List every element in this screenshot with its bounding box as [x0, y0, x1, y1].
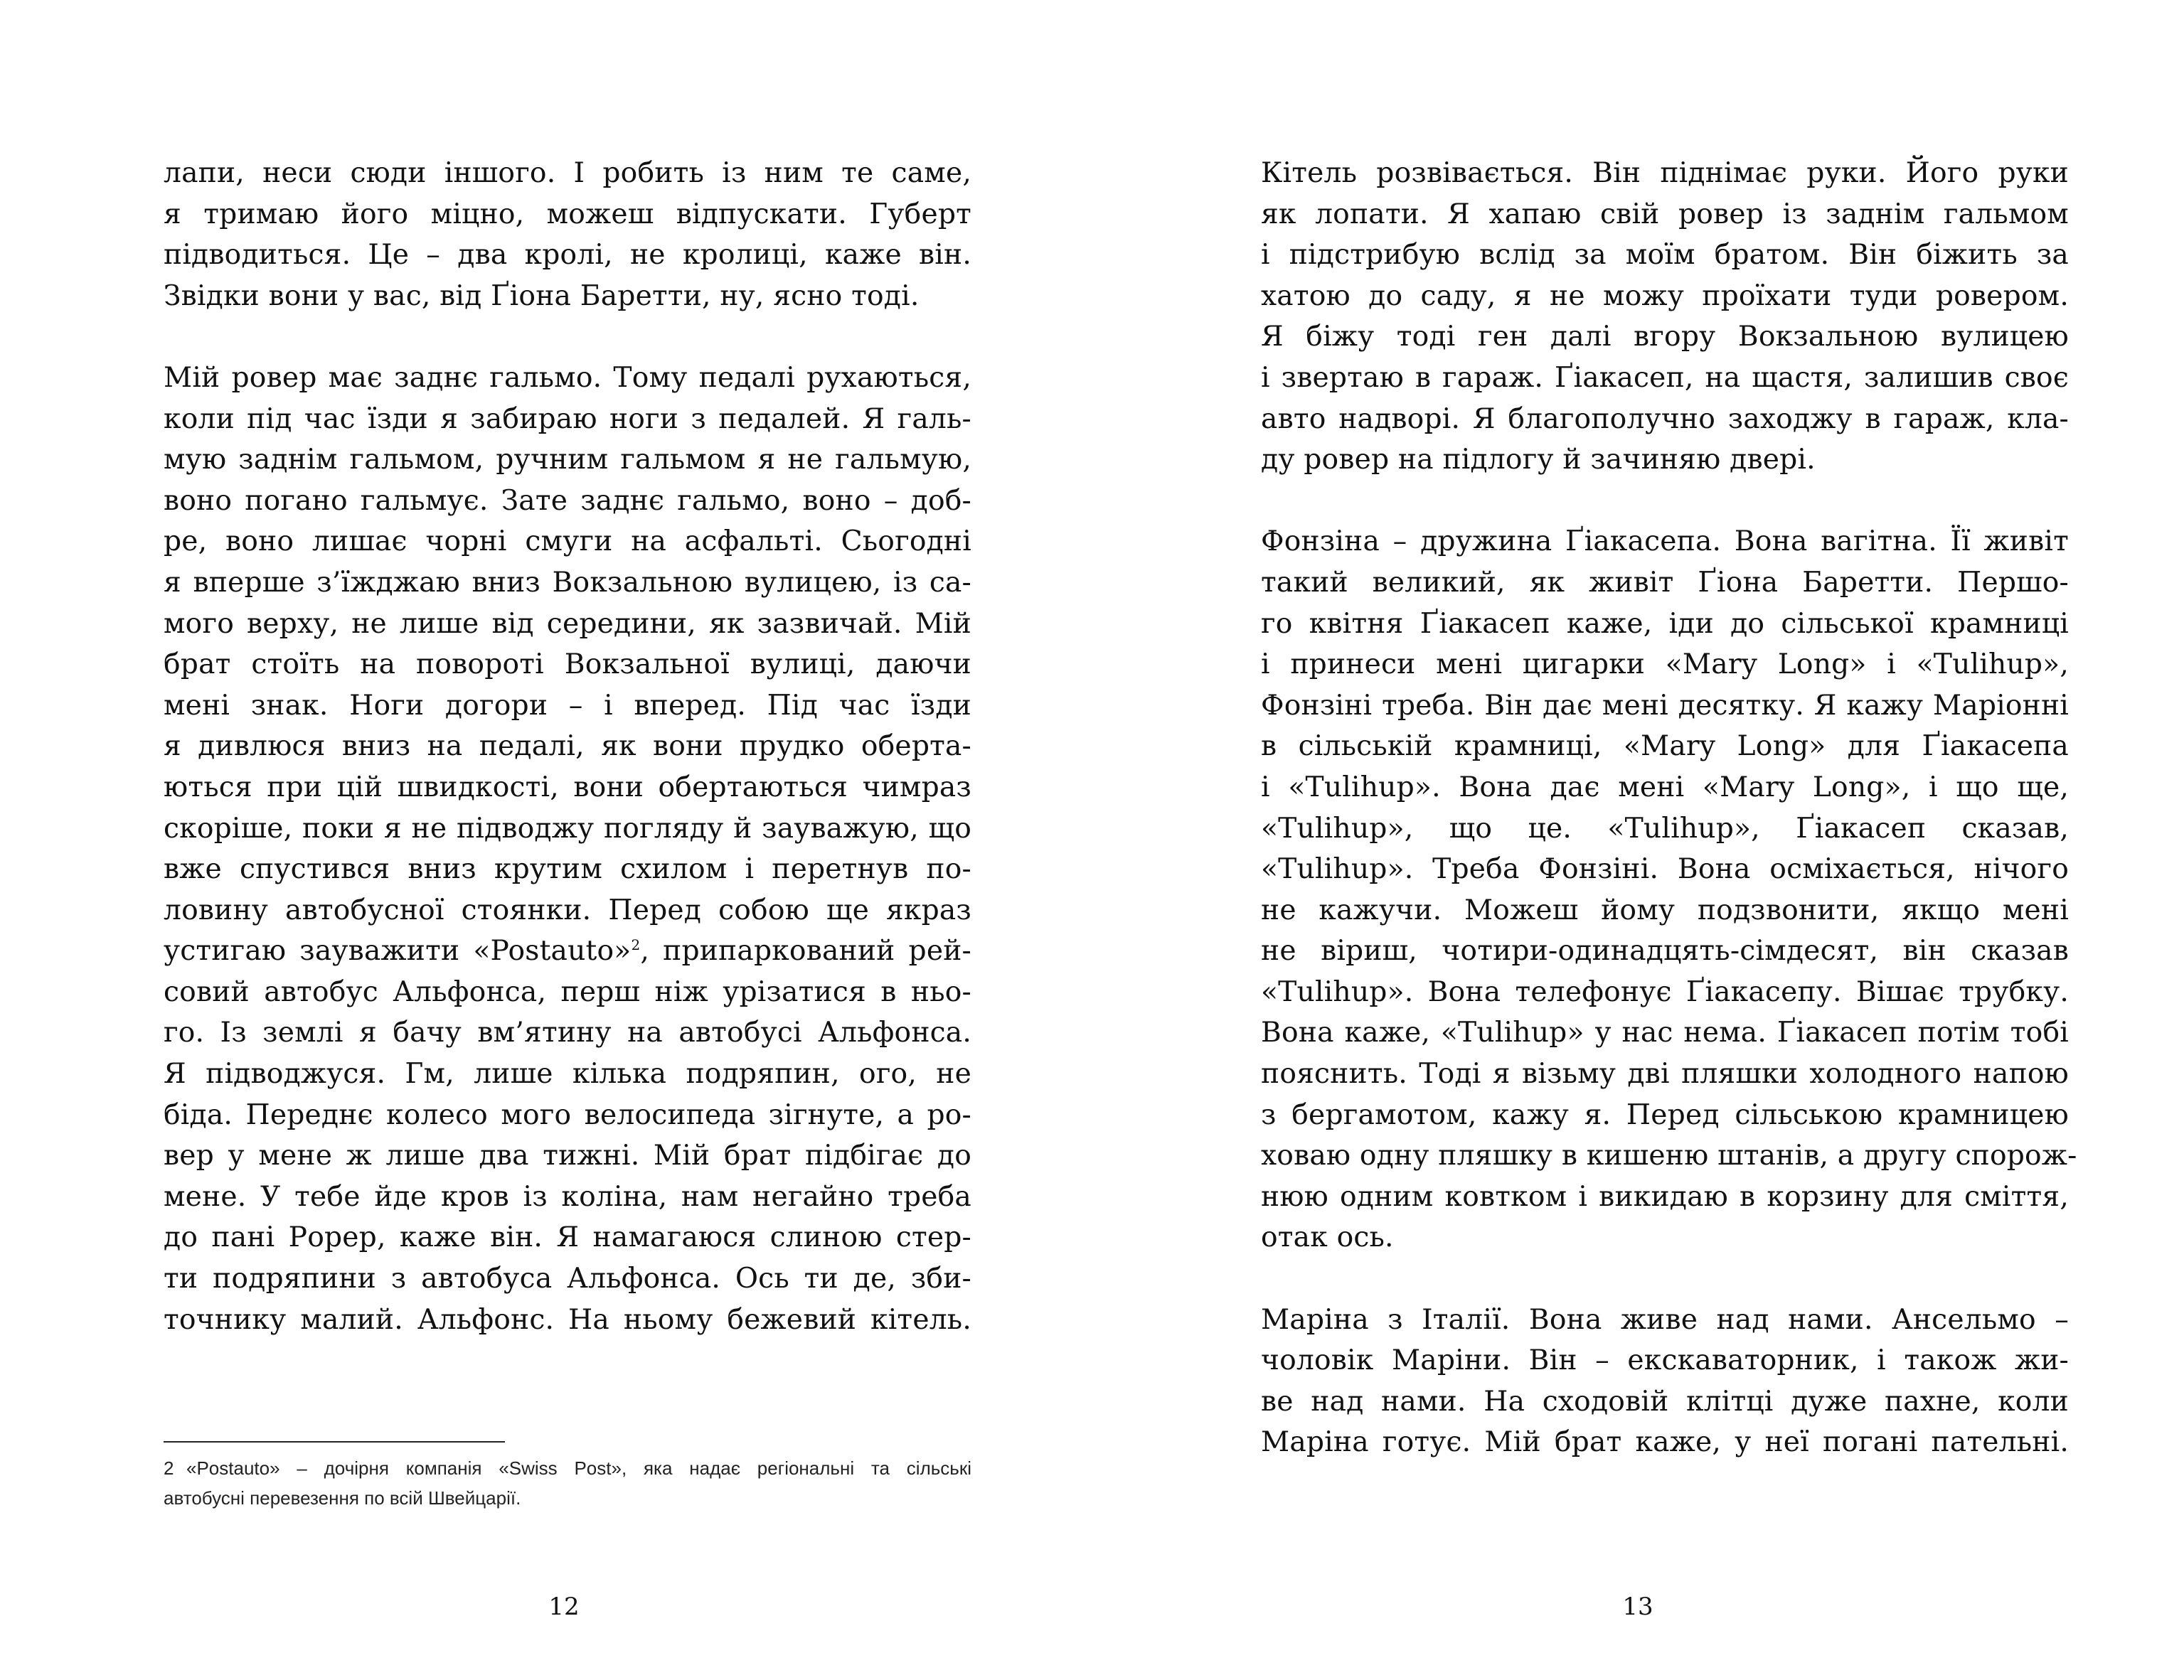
- text-line: біда. Переднє колесо мого велосипеда зігнуте, а ро-: [164, 1098, 971, 1131]
- text-line: точнику малий. Альфонс. На ньому бежевий кітель.: [164, 1303, 971, 1336]
- text-line: і «Tulihup». Вона дає мені «Mary Long», і що ще,: [1261, 771, 2069, 803]
- page-number: 13: [1622, 1593, 1653, 1621]
- text-line: з бергамотом, кажу я. Перед сільською крамницею: [1261, 1098, 2069, 1131]
- text-line: го квітня Ґіакасеп каже, іди до сільської крамниці: [1261, 607, 2069, 640]
- text-line: вер у мене ж лише два тижні. Мій брат підбігає до: [164, 1140, 971, 1172]
- text-line: і принеси мені цигарки «Mary Long» і «Tulihup»,: [1261, 648, 2069, 681]
- text-line: в сільській крамниці, «Mary Long» для Ґіакасепа: [1261, 730, 2069, 763]
- footnote-divider: [164, 1441, 505, 1443]
- text-fragment: устигаю зауважити «Postauto»: [164, 935, 632, 968]
- text-line: і підстрибую вслід за моїм братом. Він біжить за: [1261, 239, 2069, 272]
- text-line: ти подряпини з автобуса Альфонса. Ось ти де, зби-: [164, 1263, 971, 1295]
- text-line: Фонзіна – дружина Ґіакасепа. Вона вагітна. Її живіт: [1261, 525, 2069, 558]
- footnote-number: 2: [164, 1457, 174, 1479]
- text-line: [164, 972, 971, 1013]
- footnote-line: автобусні перевезення по всій Швейцарії.: [164, 1487, 521, 1509]
- text-line: мого верху, не лише від середини, як зазвичай. Мій: [164, 607, 971, 640]
- text-line: вже спустився вниз крутим схилом і перетнув по-: [164, 853, 971, 886]
- text-line: Кітель розвівається. Він піднімає руки. Його руки: [1261, 157, 2069, 189]
- text-line: Маріна готує. Мій брат каже, у неї погані пательні.: [1261, 1426, 2069, 1459]
- text-line: хатою до саду, я не можу проїхати туди ровером.: [1261, 279, 2069, 312]
- text-line: отак ось.: [1261, 1221, 1394, 1254]
- text-line: ються при цій швидкості, вони обертаються чимраз: [164, 771, 971, 803]
- text-line: брат стоїть на повороті Вокзальної вулиці, даючи: [164, 648, 971, 681]
- text-line: мене. У тебе йде кров із коліна, нам негайно треба: [164, 1180, 971, 1213]
- text-line: я дивлюся вниз на педалі, як вони прудко оберта-: [164, 730, 971, 763]
- paragraph: [164, 153, 971, 316]
- text-line: Звідки вони у вас, від Ґіона Баретти, ну, ясно тоді.: [164, 279, 920, 312]
- text-line: коли під час їзди я забираю ноги з педалей. Я галь-: [164, 402, 971, 435]
- text-line: до пані Рорер, каже він. Я намагаюся слиною стер-: [164, 1221, 971, 1254]
- text-line: скоріше, поки я не підводжу погляду й зауважую, що: [164, 812, 971, 845]
- paragraph: [1261, 521, 2077, 1258]
- text-line: лапи, неси сюди іншого. І робить із ним те саме,: [164, 157, 971, 189]
- paragraph: [1261, 153, 2069, 481]
- text-line-with-footnote-ref: [164, 931, 971, 972]
- text-line: ре, воно лишає чорні смуги на асфальті. Сьогодні: [164, 525, 971, 558]
- text-line: такий великий, як живіт Ґіона Баретти. Першо-: [1261, 566, 2069, 599]
- text-line: ве над нами. На сходовій клітці дуже пахне, коли: [1261, 1385, 2069, 1418]
- text-line: не кажучи. Можеш йому подзвонити, якщо мені: [1261, 894, 2069, 926]
- page-number: 12: [548, 1593, 580, 1621]
- text-line: я тримаю його міцно, можеш відпускати. Губерт: [164, 198, 971, 230]
- text-fragment: ий автобус Альфонса, перш ніж урізатися в ньо-: [212, 975, 971, 1008]
- footnote-text: «Postauto» – дочірня компанія «Swiss Post», яка надає регіональні та сільські: [186, 1457, 971, 1479]
- text-fragment: , припаркований рей-: [640, 935, 971, 968]
- text-line: воно погано гальмує. Зате заднє гальмо, воно – доб-: [164, 484, 971, 517]
- text-line: мую заднім гальмом, ручним гальмом я не гальмую,: [164, 444, 971, 476]
- text-line: «Tulihup». Треба Фонзіні. Вона осміхається, нічого: [1261, 853, 2069, 886]
- text-fragment: сов: [164, 975, 213, 1008]
- text-line: «Tulihup». Вона телефонує Ґіакасепу. Вішає трубку.: [1261, 975, 2069, 1008]
- text-line: «Tulihup», що це. «Tulihup», Ґіакасеп сказав,: [1261, 812, 2069, 845]
- paragraph: [1261, 1300, 2069, 1463]
- text-line: Маріна з Італії. Вона живе над нами. Ансельмо –: [1261, 1303, 2069, 1336]
- text-line: підводиться. Це – два кролі, не кролиці, каже він.: [164, 239, 971, 272]
- text-line: як лопати. Я хапаю свій ровер із заднім гальмом: [1261, 198, 2069, 230]
- text-line: ховаю одну пляшку в кишеню штанів, а другу спорож-: [1261, 1140, 2077, 1172]
- text-line: не віриш, чотири-одинадцять-сімдесят, він сказав: [1261, 935, 2069, 968]
- text-line: авто надворі. Я благополучно заходжу в гараж, кла-: [1261, 402, 2069, 435]
- text-line: і звертаю в гараж. Ґіакасеп, на щастя, залишив своє: [1261, 361, 2069, 394]
- footnote: [164, 1453, 971, 1513]
- text-line: Я біжу тоді ген далі вгору Вокзальною вулицею: [1261, 321, 2069, 353]
- text-line: мені знак. Ноги догори – і вперед. Під час їзди: [164, 689, 971, 722]
- text-line: ловину автобусної стоянки. Перед собою ще якраз: [164, 894, 971, 926]
- paragraph: [164, 358, 971, 1340]
- text-line: го. Із землі я бачу вм’ятину на автобусі Альфонса.: [164, 1017, 971, 1049]
- text-line: я вперше з’їжджаю вниз Вокзальною вулицею, із са-: [164, 566, 971, 599]
- text-line: Фонзіні треба. Він дає мені десятку. Я кажу Маріонні: [1261, 689, 2069, 722]
- text-line: Мій ровер має заднє гальмо. Тому педалі рухаються,: [164, 361, 971, 394]
- footnote-reference: 2: [631, 936, 641, 954]
- text-line: ду ровер на підлогу й зачиняю двері.: [1261, 444, 1816, 476]
- text-line: Я підводжуся. Гм, лише кілька подряпин, ого, не: [164, 1058, 971, 1091]
- text-line: пояснить. Тоді я візьму дві пляшки холодного напою: [1261, 1058, 2069, 1091]
- text-line: нюю одним ковтком і викидаю в корзину для сміття,: [1261, 1180, 2069, 1213]
- right-page-body: [1261, 153, 2077, 1463]
- right-page: [1092, 0, 2184, 1680]
- text-line: Вона каже, «Tulihup» у нас нема. Ґіакасеп потім тобі: [1261, 1017, 2069, 1049]
- text-line: чоловік Маріни. Він – екскаваторник, і також жи-: [1261, 1344, 2069, 1377]
- left-page-body: [164, 153, 971, 1340]
- footnote-line: [164, 1453, 971, 1483]
